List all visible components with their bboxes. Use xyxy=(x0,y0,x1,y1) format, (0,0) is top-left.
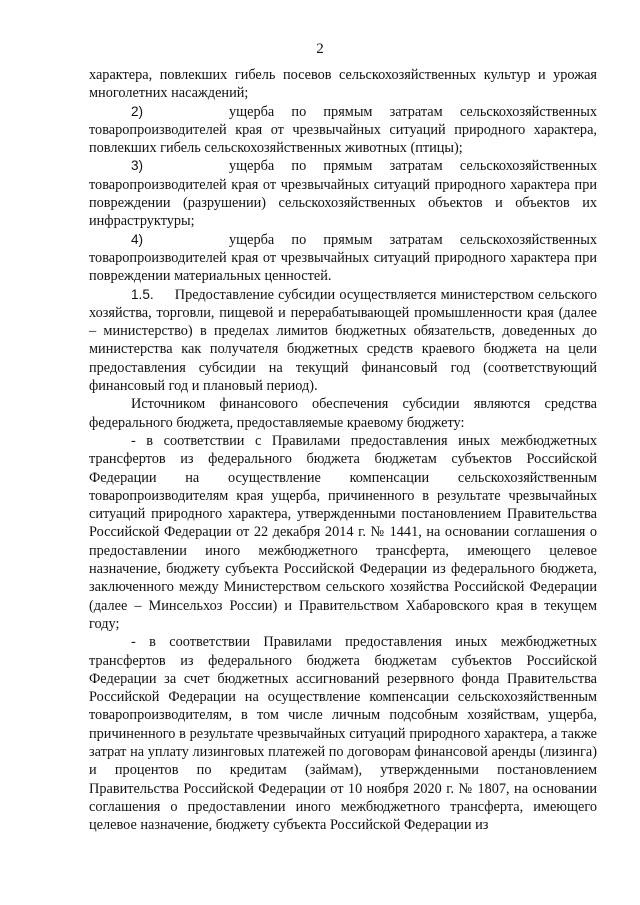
document-body xyxy=(89,66,597,834)
list-number: 4) xyxy=(131,231,144,247)
list-number: 3) xyxy=(131,158,144,174)
list-item-text: ущерба по прямым затратам сельскохозяйственных товаропроизводителей края от чрезвычайных ситуаций природного характера, повлекших гибель сельскохозяйственных животных (птицы); xyxy=(89,103,597,157)
section-1-5 xyxy=(89,286,597,396)
page-number: 2 xyxy=(316,41,324,57)
paragraph-text: характера, повлекших гибель посевов сельскохозяйственных культур и урожая многолетних насаждений; xyxy=(89,67,597,102)
paragraph-text: Источником финансового обеспечения субсидии являются средства федерального бюджета, предоставляемые краевому бюджету: xyxy=(89,396,597,431)
paragraph-rules-2020 xyxy=(89,633,597,834)
paragraph-continuation xyxy=(89,66,597,103)
list-item-3 xyxy=(89,157,597,230)
list-item-text: ущерба по прямым затратам сельскохозяйственных товаропроизводителей края от чрезвычайных ситуаций природного характера при повреждении (разрушении) сельскохозяйственных объектов и объектов их инфраструктуры; xyxy=(89,158,597,230)
list-item-text: ущерба по прямым затратам сельскохозяйственных товаропроизводителей края от чрезвычайных ситуаций природного характера при повреждении материальных ценностей. xyxy=(89,231,597,285)
paragraph-text: - в соответствии Правилами предоставления иных межбюджетных трансфертов из федерального бюджета бюджетам субъектов Российской Федерации за счет бюджетных ассигнований резервного фонда Правительства Российской Федерации на осуществление компенсации сельскохозяйственным товаропроизводителям, в том числе личным подсобным хозяйствам, ущерба, причиненного в результате чрезвычайных ситуаций природного характера, а также затрат на уплату лизинговых платежей по договорам финансовой аренды (лизинга) и процентов по кредитам (займам), утвержденными постановлением Правительства Российской Федерации от 10 ноября 2020 г. № 1807, на основании соглашения о предоставлении иного межбюджетного трансферта, имеющего целевое назначение, бюджету субъекта Российской Федерации из xyxy=(89,634,597,834)
paragraph-funding-source xyxy=(89,395,597,432)
section-text: Предоставление субсидии осуществляется министерством сельского хозяйства, торговли, пищевой и перерабатывающей промышленности края (далее – министерство) в пределах лимитов бюджетных обязательств, доведенных до министерства как получателя бюджетных средств краевого бюджета на цели предоставления субсидии на текущий финансовый год (соответствующий финансовый год и плановый период). xyxy=(89,286,597,395)
list-number: 2) xyxy=(131,103,144,119)
paragraph-text: - в соответствии с Правилами предоставления иных межбюджетных трансфертов из федерального бюджета бюджетам субъектов Российской Федерации на осуществление компенсации сельскохозяйственным товаропроизводителям края ущерба, причиненного в результате чрезвычайных ситуаций природного характера, утвержденными постановлением Правительства Российской Федерации от 22 декабря 2014 г. № 1441, на основании соглашения о предоставлении иного межбюджетного трансферта, имеющего целевое назначение, бюджету субъекта Российской Федерации из федерального бюджета, заключенного между Министерством сельского хозяйства Российской Федерации (далее – Минсельхоз России) и Правительством Хабаровского края в текущем году; xyxy=(89,432,597,632)
list-item-4 xyxy=(89,231,597,286)
section-number: 1.5. xyxy=(131,286,154,302)
list-item-2 xyxy=(89,103,597,158)
paragraph-rules-2014 xyxy=(89,432,597,633)
